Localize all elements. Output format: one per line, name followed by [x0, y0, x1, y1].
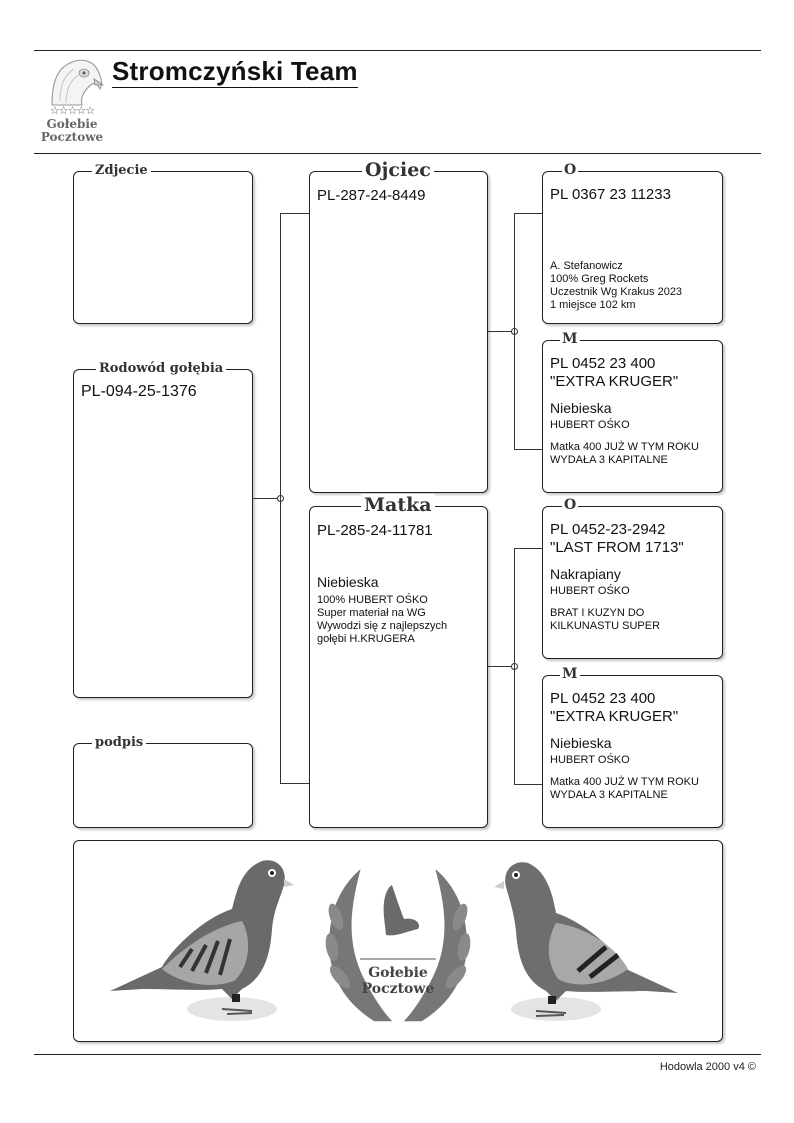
grandparent-ring-number: PL 0367 23 11233 — [550, 186, 671, 203]
grandparent-legend: O — [564, 162, 577, 178]
mother-note: Super materiał na WG — [317, 607, 426, 619]
grandparent-color: Nakrapiany — [550, 566, 621, 582]
pigeon-head-icon — [48, 55, 104, 107]
logo-text-line2: Pocztowe — [40, 130, 104, 144]
grandparent-note: Uczestnik Wg Krakus 2023 — [550, 286, 683, 298]
grandmother-maternal-box[interactable] — [542, 666, 723, 828]
signature-box-legend: podpis — [92, 734, 146, 752]
connector-fm — [514, 449, 542, 450]
pigeon-ring-number: PL-094-25-1376 — [81, 383, 197, 400]
blue-bar-pigeon-image — [486, 851, 686, 1031]
pigeon-pedigree-box[interactable] — [73, 361, 253, 698]
pigeon-box-legend: Rodowód gołębia — [96, 360, 226, 378]
grandparent-name: "EXTRA KRUGER" — [550, 373, 679, 390]
grandfather-paternal-box[interactable] — [542, 162, 723, 324]
grandparent-color: Niebieska — [550, 735, 612, 751]
grandparent-note: BRAT I KUZYN DO — [550, 607, 645, 619]
connector-mother-out — [488, 666, 513, 667]
grandparent-name: "EXTRA KRUGER" — [550, 708, 679, 725]
logo-text — [36, 118, 108, 144]
mother-note: Wywodzi się z najlepszych — [317, 620, 448, 632]
grandparent-note: A. Stefanowicz — [550, 260, 623, 272]
mother-box[interactable] — [309, 494, 488, 828]
mother-legend: Matka — [361, 494, 435, 516]
crest-logo-image — [314, 857, 482, 1029]
photo-box[interactable] — [73, 163, 253, 324]
photo-box-legend: Zdjecie — [92, 162, 151, 180]
grandparent-ring-number: PL 0452-23-2942 — [550, 521, 666, 538]
connector-father-out — [488, 331, 513, 332]
logo-stars: ☆☆☆☆☆ — [49, 105, 95, 117]
svg-text:Pocztowe: Pocztowe — [361, 981, 435, 997]
grandparent-breeder: HUBERT OŚKO — [550, 585, 630, 597]
connector-mother — [280, 783, 309, 784]
mother-color: Niebieska — [317, 574, 379, 590]
connector-pigeon — [253, 498, 279, 499]
grandparent-legend: M — [562, 331, 578, 347]
connector-mm — [514, 784, 542, 785]
signature-box[interactable] — [73, 735, 253, 828]
connector-parents-bracket — [280, 213, 281, 783]
connector-mf — [514, 548, 542, 549]
grandparent-note: 1 miejsce 102 km — [550, 299, 636, 311]
grandparent-note: 100% Greg Rockets — [550, 273, 649, 285]
grandparent-breeder: HUBERT OŚKO — [550, 754, 630, 766]
header-top-rule — [34, 50, 761, 51]
header-logo — [36, 55, 108, 147]
svg-text:Gołebie: Gołebie — [368, 965, 428, 981]
connector-mother-bracket — [514, 548, 515, 784]
mother-note: gołębi H.KRUGERA — [317, 633, 415, 645]
banner-box — [73, 840, 723, 1042]
footer-rule — [34, 1054, 761, 1055]
grandparent-color: Niebieska — [550, 400, 612, 416]
grandfather-maternal-box[interactable] — [542, 497, 723, 659]
grandparent-note: Matka 400 JUŻ W TYM ROKU — [550, 776, 699, 788]
grandparent-ring-number: PL 0452 23 400 — [550, 690, 656, 707]
father-ring-number: PL-287-24-8449 — [317, 187, 426, 204]
grandparent-note: WYDAŁA 3 KAPITALNE — [550, 789, 668, 801]
mother-note: 100% HUBERT OŚKO — [317, 594, 428, 606]
father-legend: Ojciec — [362, 159, 434, 181]
connector-father-bracket — [514, 213, 515, 449]
grandparent-legend: O — [564, 497, 577, 513]
grandparent-note: Matka 400 JUŻ W TYM ROKU — [550, 441, 699, 453]
header-bottom-rule — [34, 153, 761, 154]
footer-text: Hodowla 2000 v4 © — [659, 1061, 756, 1073]
grandparent-ring-number: PL 0452 23 400 — [550, 355, 656, 372]
page-title: Stromczyński Team — [112, 56, 358, 86]
grandparent-legend: M — [562, 666, 578, 682]
grandmother-paternal-box[interactable] — [542, 331, 723, 493]
connector-ff — [514, 213, 542, 214]
checkered-pigeon-image — [102, 849, 302, 1029]
logo-text-line1: Gołebie — [46, 117, 98, 131]
grandparent-name: "LAST FROM 1713" — [550, 539, 684, 556]
father-box[interactable] — [309, 159, 488, 493]
mother-ring-number: PL-285-24-11781 — [317, 522, 433, 539]
grandparent-note: KILKUNASTU SUPER — [550, 620, 661, 632]
connector-father — [280, 213, 309, 214]
grandparent-note: WYDAŁA 3 KAPITALNE — [550, 454, 668, 466]
grandparent-breeder: HUBERT OŚKO — [550, 419, 630, 431]
